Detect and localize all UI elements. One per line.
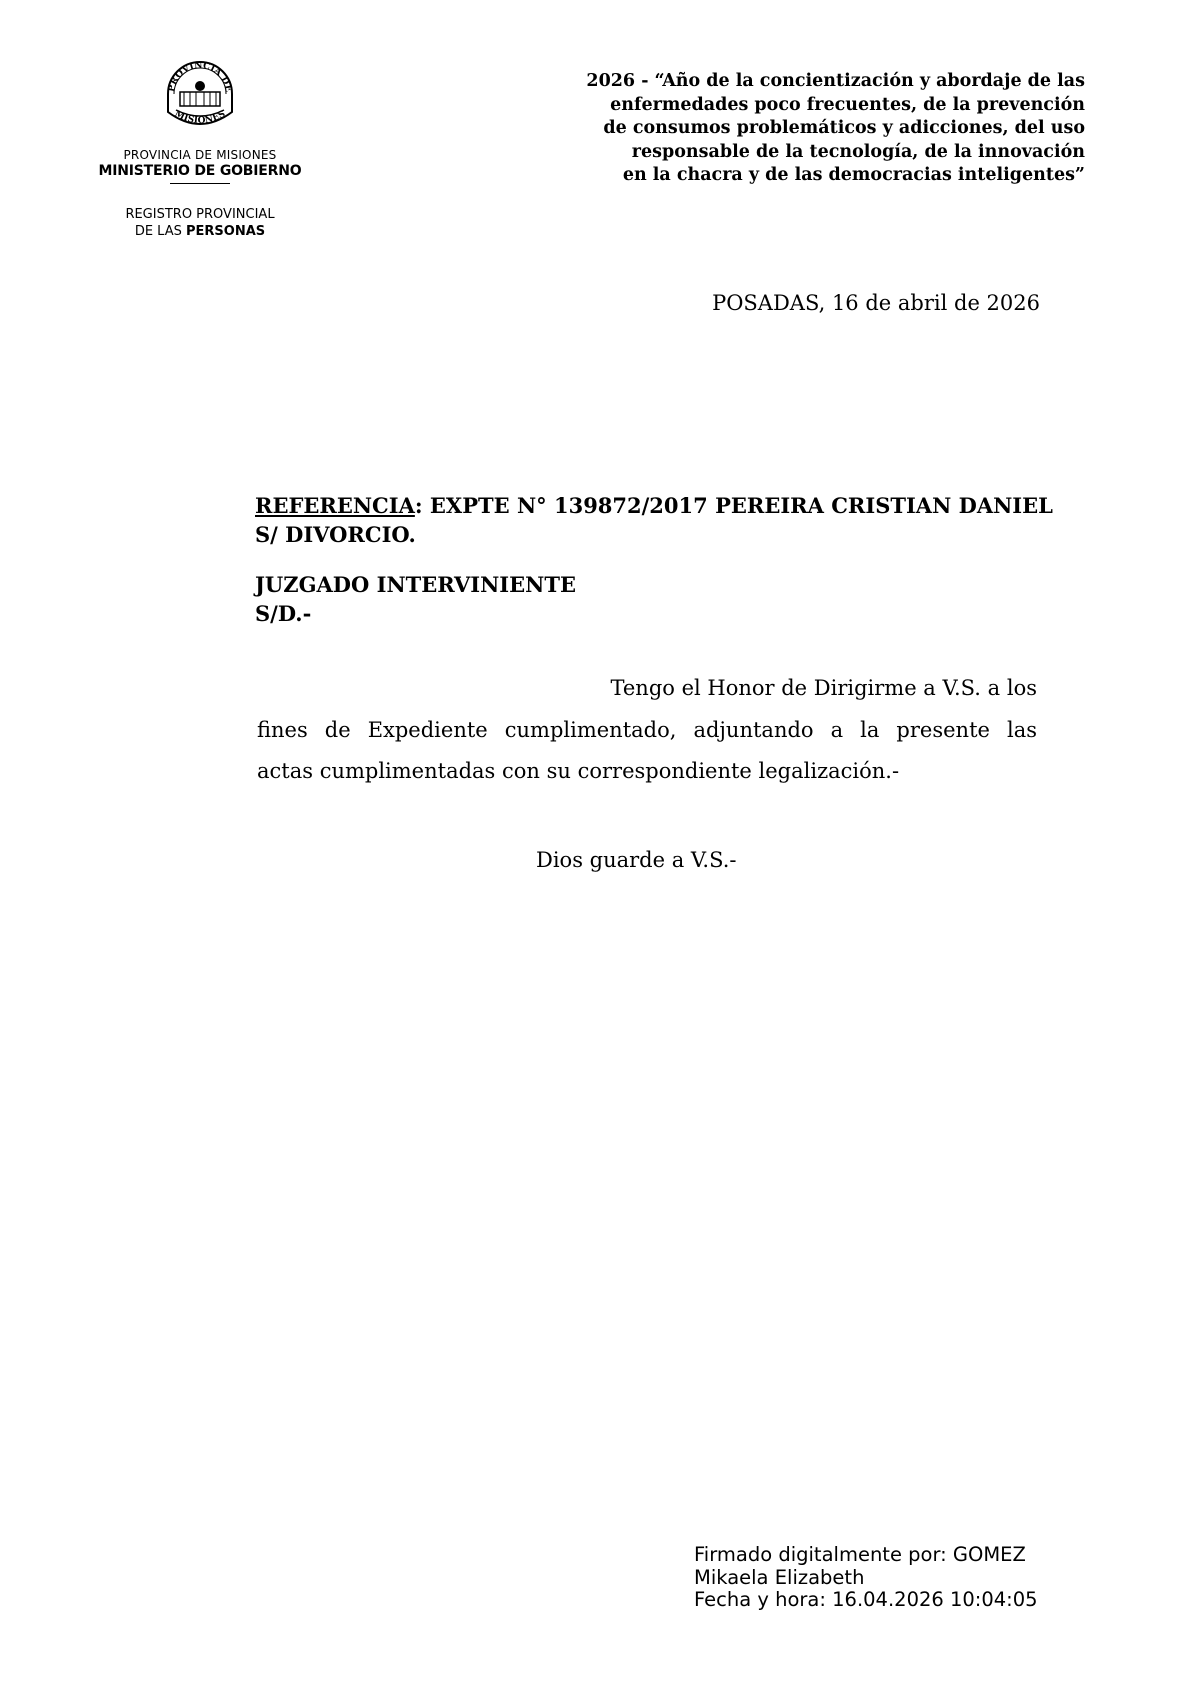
body-line: actas cumplimentadas con su correspondiente legalización.- <box>257 759 900 783</box>
recipient-line1: JUZGADO INTERVINIENTE <box>255 572 576 597</box>
motto-line: responsable de la tecnología, de la innovación <box>631 141 1085 162</box>
reference-case: : EXPTE N° 139872/2017 PEREIRA CRISTIAN DANIEL <box>414 493 1053 518</box>
reference-line1 <box>255 491 1053 520</box>
motto-line: de consumos problemáticos y adicciones, del uso <box>603 118 1085 138</box>
recipient-line2: S/D.- <box>255 601 312 626</box>
reference-line2: S/ DIVORCIO. <box>255 522 416 547</box>
registry-name-line2-prefix: DE LAS <box>134 224 187 239</box>
letterhead <box>80 54 320 239</box>
year-motto <box>490 70 1085 188</box>
motto-line: enfermedades poco frecuentes, de la prevención <box>610 94 1085 115</box>
ministry-name: MINISTERIO DE GOBIERNO <box>98 163 302 179</box>
recipient-block <box>255 570 576 628</box>
svg-text:MISIONES: MISIONES <box>172 109 228 127</box>
svg-text:PROVINCIA DE: PROVINCIA DE <box>166 60 234 93</box>
registry-name-line2-bold: PERSONAS <box>186 224 266 239</box>
province-seal-icon <box>158 54 242 138</box>
registry-name-line1: REGISTRO PROVINCIAL <box>125 207 275 222</box>
digital-signature <box>694 1544 1038 1612</box>
reference-label: REFERENCIA <box>255 493 415 518</box>
reference-block <box>255 491 1053 549</box>
letter-closing: Dios guarde a V.S.- <box>536 848 737 872</box>
registry-name-line2 <box>80 224 320 239</box>
province-name: PROVINCIA DE MISIONES <box>123 148 277 162</box>
body-line: fines de Expediente cumplimentado, adjuntando a la presente las <box>257 717 1037 742</box>
letter-body <box>257 668 1037 793</box>
motto-line: en la chacra y de las democracias inteligentes” <box>622 165 1085 185</box>
signature-line: Mikaela Elizabeth <box>694 1565 865 1589</box>
signature-line: Firmado digitalmente por: GOMEZ <box>694 1543 1026 1566</box>
body-line: Tengo el Honor de Dirigirme a V.S. a los <box>610 676 1037 700</box>
signature-line: Fecha y hora: 16.04.2026 10:04:05 <box>694 1588 1038 1611</box>
letter-date: POSADAS, 16 de abril de 2026 <box>712 291 1040 315</box>
letterhead-divider <box>170 183 230 184</box>
motto-line: 2026 - “Año de la concientización y abordaje de las <box>586 71 1085 91</box>
